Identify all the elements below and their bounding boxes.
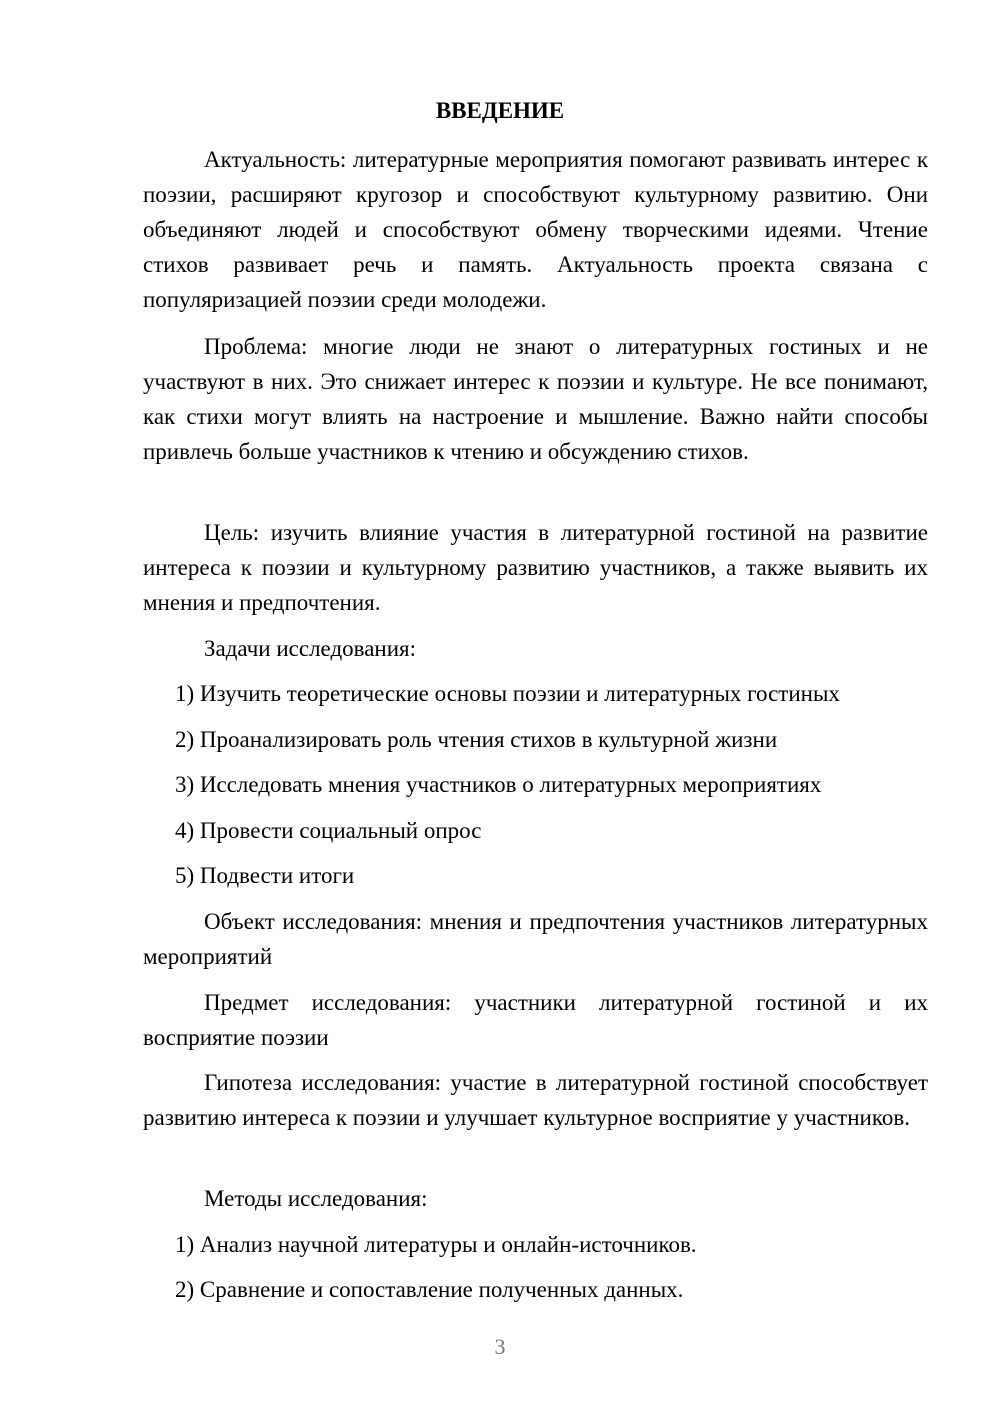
- tasks-heading: Задачи исследования:: [204, 636, 417, 661]
- paragraph-goal: Цель: изучить влияние участия в литературной гостиной на развитие интереса к поэзии и культурному развитию участников, а также выявить их мнения и предпочтения.: [143, 520, 928, 615]
- method-item: 1) Анализ научной литературы и онлайн-источников.: [175, 1232, 697, 1257]
- methods-heading: Методы исследования:: [204, 1186, 428, 1211]
- task-item: 3) Исследовать мнения участников о литературных мероприятиях: [175, 772, 822, 797]
- paragraph-problem: Проблема: многие люди не знают о литературных гостиных и не участвуют в них. Это снижает интерес к поэзии и культуре. Не все понимают, как стихи могут влиять на настроение и мышление. Важно найти способы привлечь больше участников к чтению и обсуждению стихов.: [143, 334, 928, 464]
- page-number: 3: [494, 1334, 506, 1359]
- page-title: ВВЕДЕНИЕ: [435, 98, 565, 123]
- task-item: 2) Проанализировать роль чтения стихов в культурной жизни: [175, 727, 778, 752]
- paragraph-subject: Предмет исследования: участники литературной гостиной и их восприятие поэзии: [143, 990, 928, 1050]
- paragraph-relevance: Актуальность: литературные мероприятия помогают развивать интерес к поэзии, расширяют кругозор и способствуют культурному развитию. Они объединяют людей и способствуют обмену творческими идеями. Чтение стихов развивает речь и память. Актуальность проекта связана с популяризацией поэзии среди молодежи.: [143, 147, 928, 312]
- paragraph-hypothesis: Гипотеза исследования: участие в литературной гостиной способствует развитию интереса к поэзии и улучшает культурное восприятие у участников.: [143, 1070, 928, 1130]
- task-item: 1) Изучить теоретические основы поэзии и литературных гостиных: [175, 681, 840, 706]
- task-item: 5) Подвести итоги: [175, 863, 355, 888]
- task-item: 4) Провести социальный опрос: [175, 818, 482, 843]
- paragraph-object: Объект исследования: мнения и предпочтения участников литературных мероприятий: [143, 909, 928, 969]
- method-item: 2) Сравнение и сопоставление полученных данных.: [175, 1277, 684, 1302]
